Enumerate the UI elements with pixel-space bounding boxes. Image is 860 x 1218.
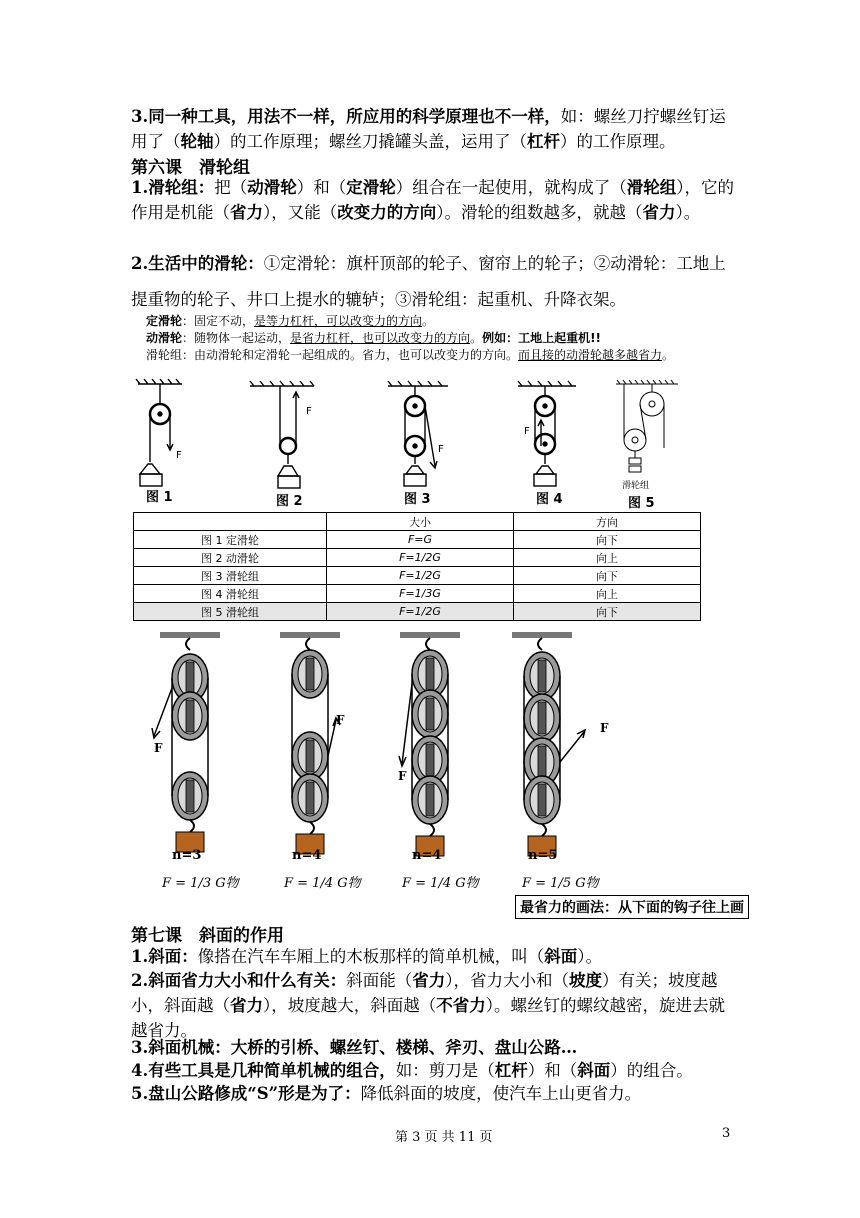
- pulley-force-table: [133, 512, 701, 621]
- figure-4-force-label: F: [524, 426, 530, 437]
- figure-1-caption: 图 1: [146, 490, 173, 505]
- pulley-figures-bottom: [140, 628, 640, 896]
- page-number: 3: [722, 1126, 731, 1141]
- bottom-figure-n4-b: [399, 632, 460, 856]
- table-row: [134, 567, 701, 585]
- table-cell: 向下: [514, 531, 701, 549]
- table-row: [134, 531, 701, 549]
- n-label: n=4: [412, 848, 442, 863]
- table-cell: F=1/3G: [327, 585, 514, 603]
- figure-3-caption: 图 3: [404, 492, 431, 507]
- table-header-row: [134, 513, 701, 531]
- table-cell: 图 5 滑轮组: [134, 603, 327, 621]
- figure-2-force-label: F: [306, 406, 312, 417]
- lesson6-title: 第六课 滑轮组: [131, 158, 250, 178]
- figure-5-sub-label: 滑轮组: [622, 481, 650, 491]
- table-cell: F=1/2G: [327, 603, 514, 621]
- note-movable-pulley: 动滑轮：随物体一起运动，是省力杠杆，也可以改变力的方向。例如：工地上起重机!!: [146, 331, 602, 345]
- figure-1-force-label: F: [176, 450, 182, 461]
- table-row: [134, 603, 701, 621]
- bottom-figure-2-force: F: [336, 713, 345, 727]
- figure-2-movable-pulley: [250, 381, 314, 488]
- table-cell: 向上: [514, 585, 701, 603]
- paragraph-mountain-road: 5.盘山公路修成“S”形是为了：降低斜面的坡度，使汽车上山更省力。: [131, 1084, 642, 1103]
- table-cell: F=1/2G: [327, 567, 514, 585]
- figure-1-fixed-pulley: [136, 379, 182, 486]
- table-cell: 图 1 定滑轮: [134, 531, 327, 549]
- figure-4-caption: 图 4: [536, 492, 563, 507]
- force-formula: F = 1/4 G物: [402, 876, 479, 891]
- bottom-figure-1-force: F: [154, 741, 163, 755]
- table-row: [134, 549, 701, 567]
- n-label: n=5: [528, 848, 558, 863]
- table-cell: 向上: [514, 549, 701, 567]
- table-cell: 图 4 滑轮组: [134, 585, 327, 603]
- figure-3-pulley-block: [388, 381, 448, 486]
- drawing-tip-box: 最省力的画法：从下面的钩子往上画: [515, 895, 749, 919]
- figure-2-caption: 图 2: [276, 494, 303, 509]
- table-cell: 向下: [514, 603, 701, 621]
- force-formula: F = 1/4 G物: [284, 876, 361, 891]
- bottom-figure-n5: [512, 632, 585, 856]
- paragraph-tool-principle: 3.同一种工具，用法不一样，所应用的科学原理也不一样，如：螺丝刀拧螺丝钉运用了（轮轴）的工作原理；螺丝刀撬罐头盖，运用了（杠杆）的工作原理。: [131, 107, 726, 151]
- paragraph-pulleys-in-life: 2.生活中的滑轮：①定滑轮：旗杆顶部的轮子、窗帘上的轮子；②动滑轮：工地上提重物的轮子、井口上提水的辘轳；③滑轮组：起重机、升降衣架。: [131, 254, 726, 309]
- table-cell: 向下: [514, 567, 701, 585]
- table-cell: F=G: [327, 531, 514, 549]
- paragraph-incline-definition: 1.斜面：像搭在汽车车厢上的木板那样的简单机械，叫（斜面）。: [131, 947, 602, 966]
- force-formula: F = 1/3 G物: [162, 876, 239, 891]
- lesson7-title: 第七课 斜面的作用: [131, 926, 284, 946]
- note-pulley-block: 滑轮组：由动滑轮和定滑轮一起组成的。省力，也可以改变力的方向。而且接的动滑轮越多越省力。: [146, 348, 675, 362]
- table-header-cell: 大小: [327, 513, 514, 531]
- table-cell: 图 2 动滑轮: [134, 549, 327, 567]
- paragraph-incline-force: 2.斜面省力大小和什么有关：斜面能（省力），省力大小和（坡度）有关；坡度越小，斜面越（省力），坡度越大，斜面越（不省力）。螺丝钉的螺纹越密，旋进去就越省力。: [131, 971, 725, 1040]
- table-header-cell: 方向: [514, 513, 701, 531]
- table-cell: F=1/2G: [327, 549, 514, 567]
- bottom-figure-3-force: F: [398, 769, 407, 783]
- table-cell: 图 3 滑轮组: [134, 567, 327, 585]
- paragraph-compound-tools: 4.有些工具是几种简单机械的组合，如：剪刀是（杠杆）和（斜面）的组合。: [131, 1061, 693, 1080]
- n-label: n=3: [172, 848, 202, 863]
- paragraph-pulley-block: 1.滑轮组：把（动滑轮）和（定滑轮）组合在一起使用，就构成了（滑轮组），它的作用是机能（省力），又能（改变力的方向）。滑轮的组数越多，就越（省力）。: [131, 178, 734, 222]
- figure-5-pulley-block: [616, 380, 678, 472]
- bottom-figure-4-force: F: [600, 721, 609, 735]
- figure-5-caption: 图 5: [628, 496, 655, 511]
- n-label: n=4: [292, 848, 322, 863]
- figure-3-force-label: F: [438, 444, 444, 455]
- bottom-figure-n4-a: [280, 632, 340, 854]
- note-fixed-pulley: 定滑轮：固定不动，是等力杠杆，可以改变力的方向。: [146, 314, 435, 328]
- page-footer: 第 3 页 共 11 页: [395, 1130, 493, 1145]
- paragraph-incline-machines: 3.斜面机械：大桥的引桥、螺丝钉、楼梯、斧刃、盘山公路…: [131, 1038, 578, 1057]
- table-row: [134, 585, 701, 603]
- table-header-cell: [134, 513, 327, 531]
- force-formula: F = 1/5 G物: [522, 876, 599, 891]
